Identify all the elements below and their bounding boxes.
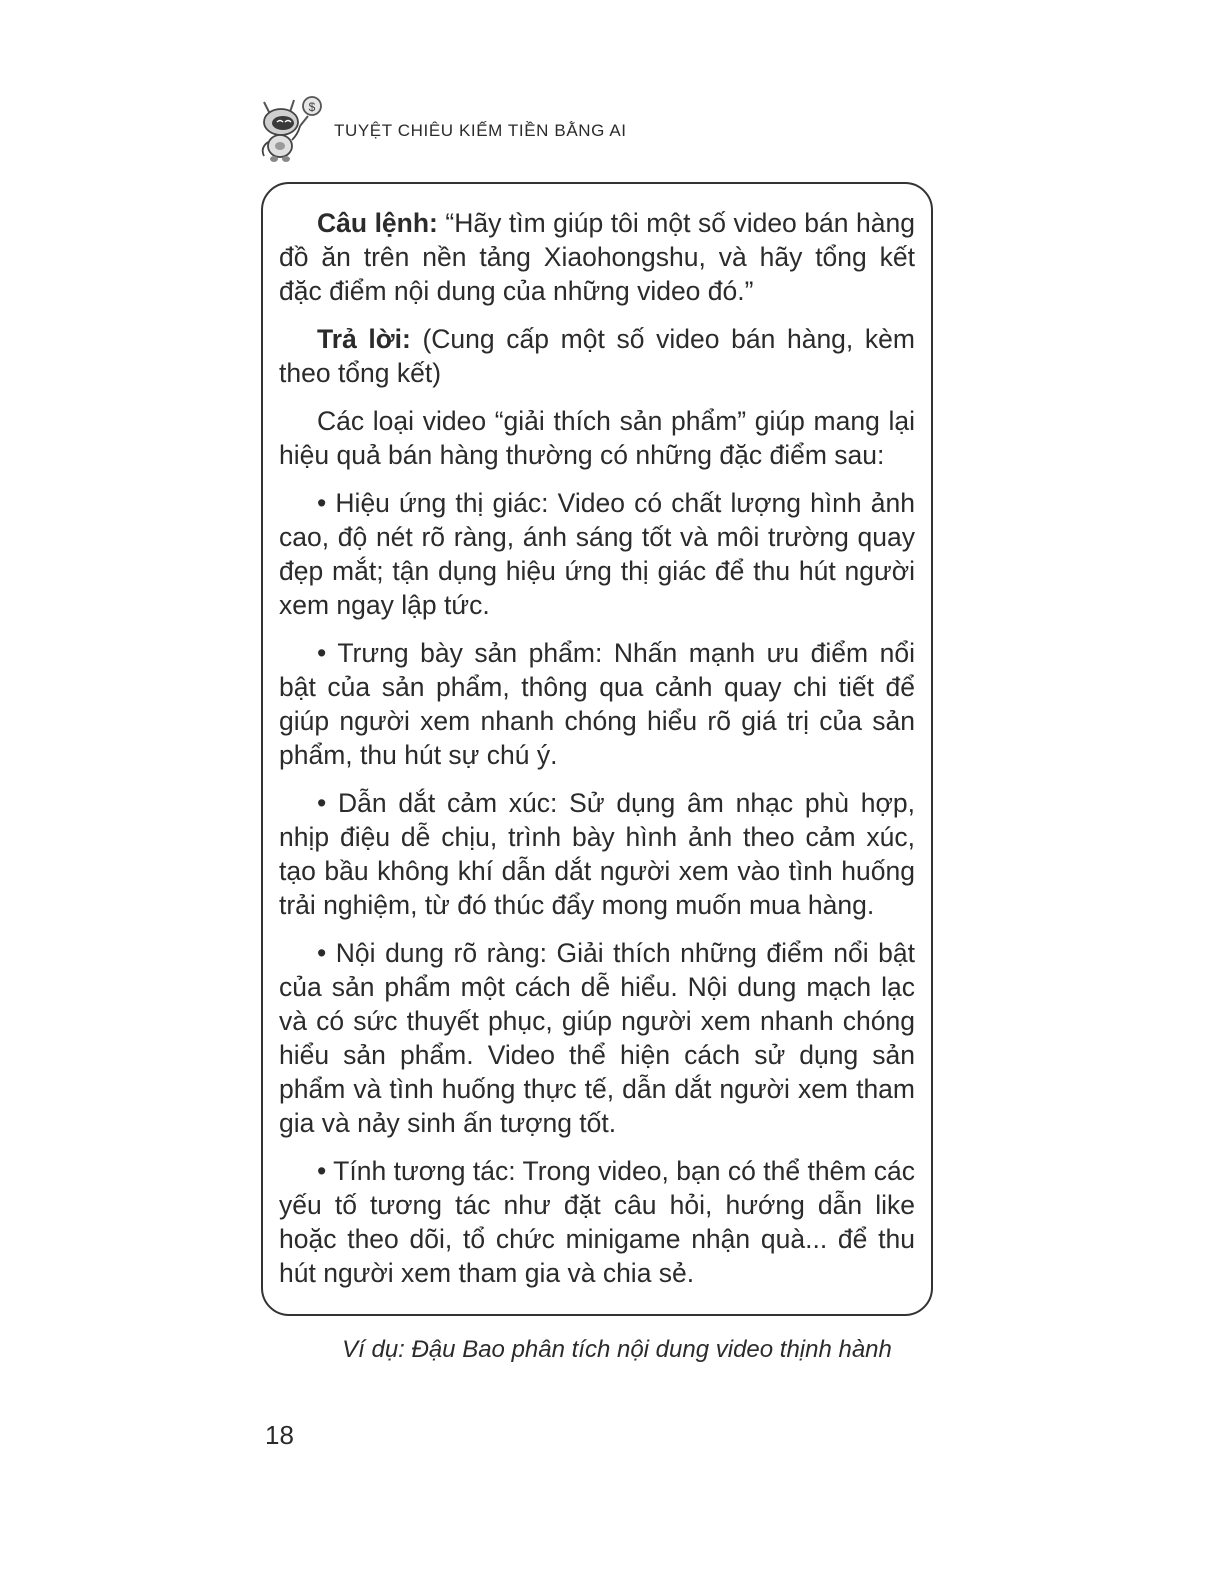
- answer-paragraph: [279, 322, 915, 390]
- running-header: [250, 92, 627, 164]
- svg-text:$: $: [308, 100, 316, 114]
- bullet-clear-content: • Nội dung rõ ràng: Giải thích những điểm nổi bật của sản phẩm một cách dễ hiểu. Nội dung mạch lạc và có sức thuyết phục, giúp người xem nhanh chóng hiểu sản phẩm. Video thể hiện cách sử dụng sản phẩm và tình huống thực tế, dẫn dắt người xem tham gia và nảy sinh ấn tượng tốt.: [279, 938, 915, 1138]
- prompt-label: Câu lệnh:: [317, 208, 438, 238]
- prompt-text: “Hãy tìm giúp tôi một số video bán hàng đồ ăn trên nền tảng Xiaohongshu, và hãy tổng kết đặc điểm nội dung của những video đó.”: [279, 208, 915, 306]
- page-number: 18: [265, 1420, 294, 1450]
- answer-text: (Cung cấp một số video bán hàng, kèm theo tổng kết): [279, 324, 915, 388]
- bullet-product-display: • Trưng bày sản phẩm: Nhấn mạnh ưu điểm nổi bật của sản phẩm, thông qua cảnh quay chi tiết để giúp người xem nhanh chóng hiểu rõ giá trị của sản phẩm, thu hút sự chú ý.: [279, 638, 915, 770]
- figure-caption: Ví dụ: Đậu Bao phân tích nội dung video thịnh hành: [342, 1336, 892, 1363]
- intro-paragraph: Các loại video “giải thích sản phẩm” giúp mang lại hiệu quả bán hàng thường có những đặc điểm sau:: [279, 406, 915, 470]
- bullet-emotional-lead: • Dẫn dắt cảm xúc: Sử dụng âm nhạc phù hợp, nhịp điệu dễ chịu, trình bày hình ảnh theo cảm xúc, tạo bầu không khí dẫn dắt người xem vào tình huống trải nghiệm, từ đó thúc đẩy mong muốn mua hàng.: [279, 788, 915, 920]
- bullet-interactivity: • Tính tương tác: Trong video, bạn có thể thêm các yếu tố tương tác như đặt câu hỏi, hướng dẫn like hoặc theo dõi, tổ chức minigame nhận quà... để thu hút người xem tham gia và chia sẻ.: [279, 1156, 915, 1288]
- prompt-paragraph: [279, 206, 915, 308]
- bullet-visual-effect: • Hiệu ứng thị giác: Video có chất lượng hình ảnh cao, độ nét rõ ràng, ánh sáng tốt và môi trường quay đẹp mắt; tận dụng hiệu ứng thị giác để thu hút người xem ngay lập tức.: [279, 488, 915, 620]
- answer-label: Trả lời:: [317, 324, 411, 354]
- book-title: TUYỆT CHIÊU KIẾM TIỀN BẰNG AI: [334, 121, 627, 140]
- robot-with-coin-icon: [250, 92, 328, 164]
- content-box: [261, 182, 933, 1316]
